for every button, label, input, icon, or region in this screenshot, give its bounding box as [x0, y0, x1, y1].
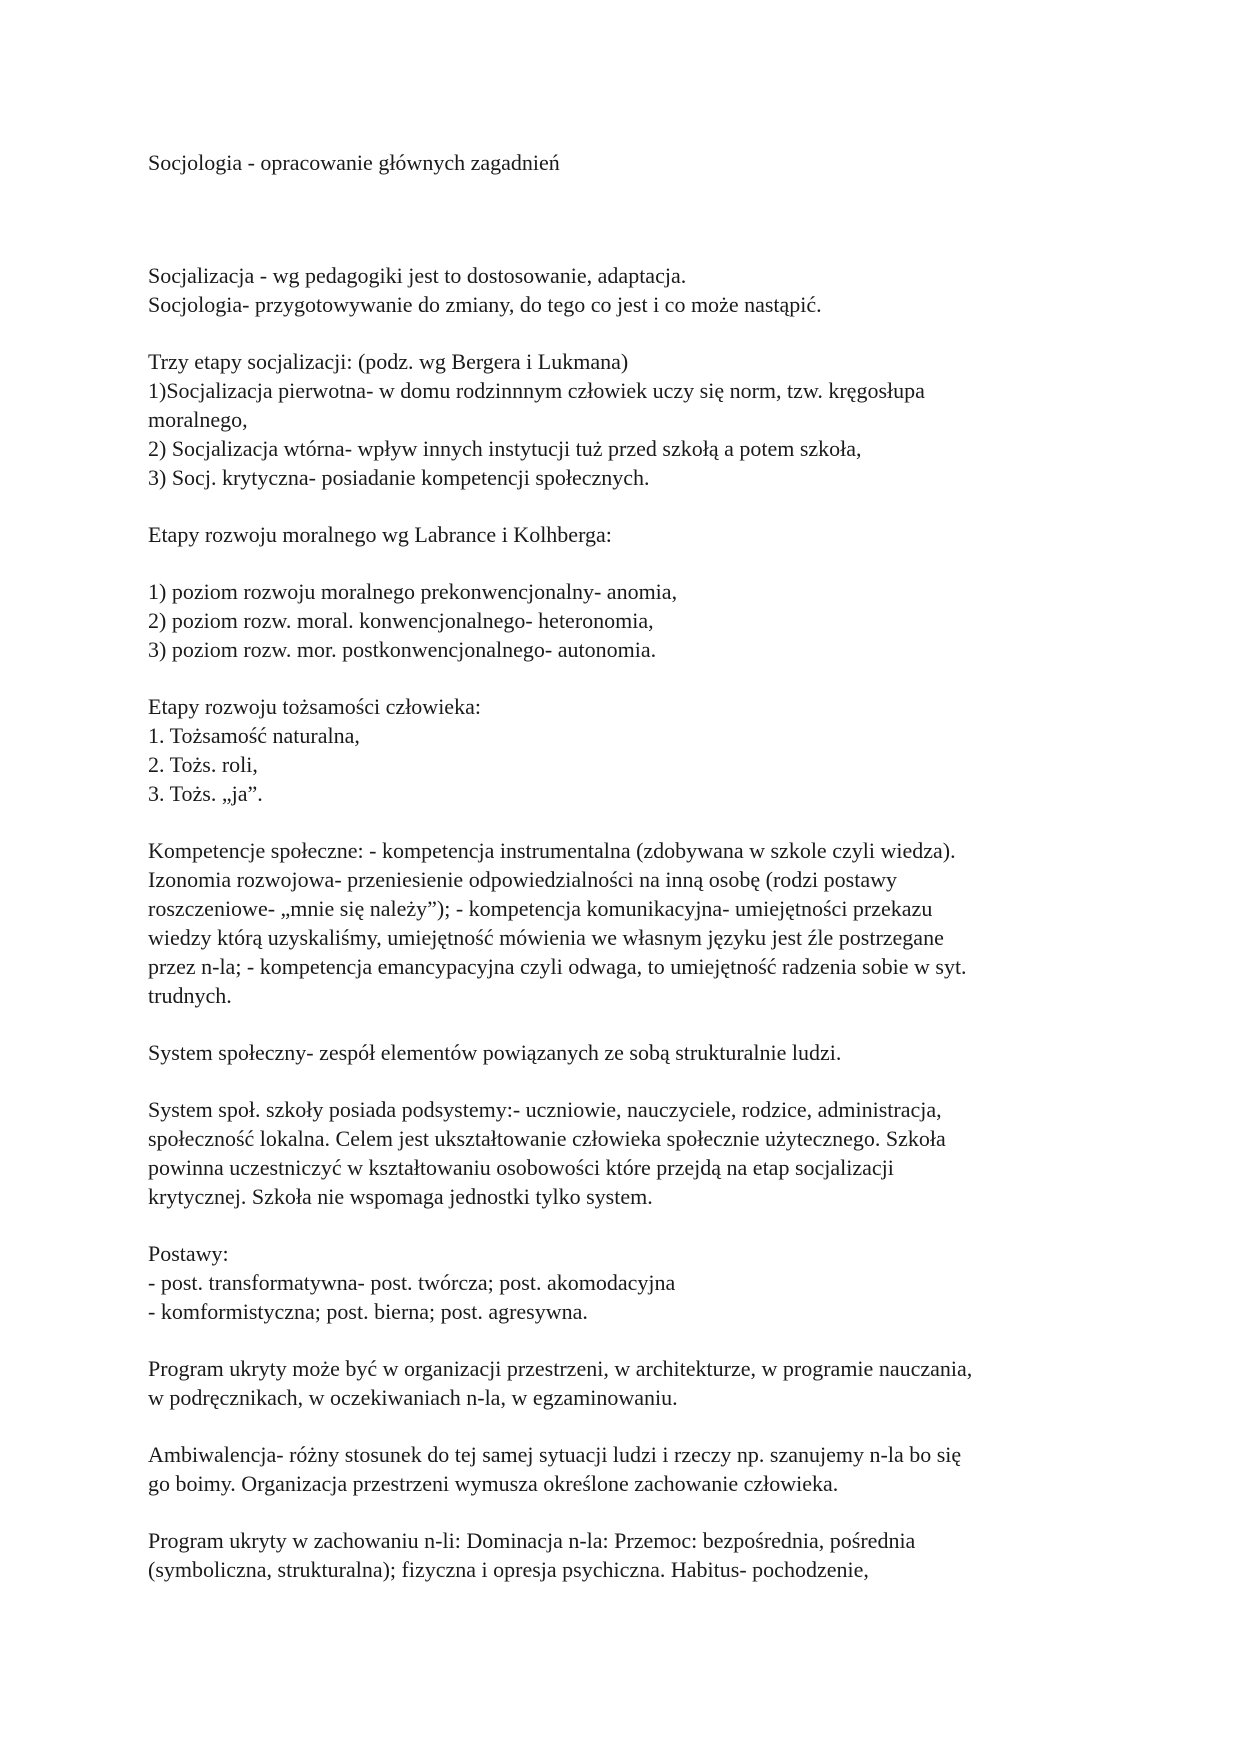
paragraph [148, 347, 1098, 492]
text-line: - post. transformatywna- post. twórcza; post. akomodacyjna [148, 1270, 676, 1295]
text-line: społeczność lokalna. Celem jest ukształtowanie człowieka społecznie użytecznego. Szkoła [148, 1126, 946, 1151]
document-title: Socjologia - opracowanie głównych zagadnień [148, 150, 560, 175]
text-line: wiedzy którą uzyskaliśmy, umiejętność mówienia we własnym języku jest źle postrzegane [148, 925, 944, 950]
document-page [148, 148, 1098, 1612]
document-body [148, 261, 1098, 1584]
paragraph [148, 1440, 1098, 1498]
text-line: powinna uczestniczyć w kształtowaniu osobowości które przejdą na etap socjalizacji [148, 1155, 894, 1180]
paragraph [148, 1526, 1098, 1584]
paragraph [148, 261, 1098, 319]
paragraph [148, 520, 1098, 549]
paragraph [148, 692, 1098, 808]
text-line: 1) poziom rozwoju moralnego prekonwencjonalny- anomia, [148, 579, 678, 604]
text-line: moralnego, [148, 407, 248, 432]
text-line: 1)Socjalizacja pierwotna- w domu rodzinnnym człowiek uczy się norm, tzw. kręgosłupa [148, 378, 925, 403]
text-line: System społ. szkoły posiada podsystemy:- uczniowie, nauczyciele, rodzice, administracja, [148, 1097, 942, 1122]
text-line: przez n-la; - kompetencja emancypacyjna czyli odwaga, to umiejętność radzenia sobie w syt. [148, 954, 967, 979]
text-line: Etapy rozwoju tożsamości człowieka: [148, 694, 481, 719]
text-line: 3) Socj. krytyczna- posiadanie kompetencji społecznych. [148, 465, 650, 490]
paragraph [148, 1038, 1098, 1067]
text-line: Socjologia- przygotowywanie do zmiany, do tego co jest i co może nastąpić. [148, 292, 822, 317]
text-line: Etapy rozwoju moralnego wg Labrance i Kolhberga: [148, 522, 612, 547]
paragraph [148, 1239, 1098, 1326]
text-line: 1. Tożsamość naturalna, [148, 723, 360, 748]
paragraph [148, 1354, 1098, 1412]
text-line: Program ukryty w zachowaniu n-li: Dominacja n-la: Przemoc: bezpośrednia, pośrednia [148, 1528, 916, 1553]
text-line: trudnych. [148, 983, 232, 1008]
text-line: Socjalizacja - wg pedagogiki jest to dostosowanie, adaptacja. [148, 263, 687, 288]
text-line: 2) poziom rozw. moral. konwencjonalnego- heteronomia, [148, 608, 654, 633]
text-line: 2) Socjalizacja wtórna- wpływ innych instytucji tuż przed szkołą a potem szkoła, [148, 436, 862, 461]
paragraph [148, 1095, 1098, 1211]
text-line: (symboliczna, strukturalna); fizyczna i opresja psychiczna. Habitus- pochodzenie, [148, 1557, 869, 1582]
text-line: Postawy: [148, 1241, 229, 1266]
text-line: 3. Tożs. „ja”. [148, 781, 263, 806]
text-line: System społeczny- zespół elementów powiązanych ze sobą strukturalnie ludzi. [148, 1040, 842, 1065]
text-line: 3) poziom rozw. mor. postkonwencjonalnego- autonomia. [148, 637, 657, 662]
text-line: w podręcznikach, w oczekiwaniach n-la, w egzaminowaniu. [148, 1385, 678, 1410]
text-line: go boimy. Organizacja przestrzeni wymusza określone zachowanie człowieka. [148, 1471, 839, 1496]
text-line: Trzy etapy socjalizacji: (podz. wg Bergera i Lukmana) [148, 349, 629, 374]
text-line: Ambiwalencja- różny stosunek do tej samej sytuacji ludzi i rzeczy np. szanujemy n-la bo się [148, 1442, 962, 1467]
text-line: Program ukryty może być w organizacji przestrzeni, w architekturze, w programie nauczania, [148, 1356, 973, 1381]
text-line: krytycznej. Szkoła nie wspomaga jednostki tylko system. [148, 1184, 653, 1209]
text-line: 2. Tożs. roli, [148, 752, 258, 777]
text-line: - komformistyczna; post. bierna; post. agresywna. [148, 1299, 588, 1324]
text-line: roszczeniowe- „mnie się należy”); - kompetencja komunikacyjna- umiejętności przekazu [148, 896, 933, 921]
text-line: Kompetencje społeczne: - kompetencja instrumentalna (zdobywana w szkole czyli wiedza). [148, 838, 956, 863]
paragraph [148, 577, 1098, 664]
text-line: Izonomia rozwojowa- przeniesienie odpowiedzialności na inną osobę (rodzi postawy [148, 867, 897, 892]
paragraph [148, 836, 1098, 1010]
